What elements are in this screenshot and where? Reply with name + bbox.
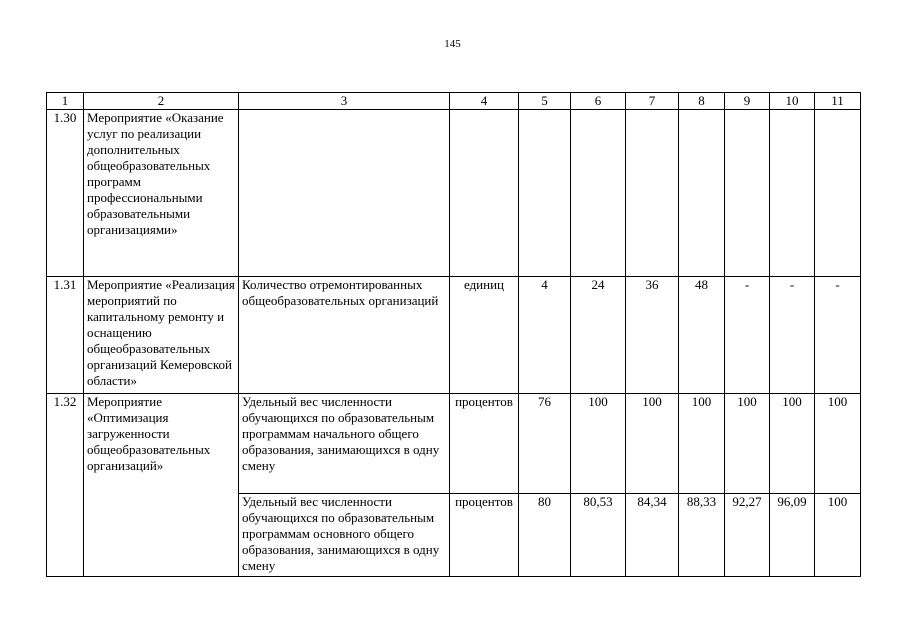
indicator-value: - [770, 277, 815, 394]
column-header: 4 [450, 93, 519, 110]
row-number: 1.32 [47, 394, 84, 577]
page-number: 145 [444, 38, 461, 50]
indicator-value: 48 [679, 277, 725, 394]
indicator-value: 80 [519, 494, 571, 577]
indicator-value: 84,34 [626, 494, 679, 577]
empty-cell [450, 110, 519, 277]
empty-cell [679, 110, 725, 277]
empty-cell [571, 110, 626, 277]
indicator-name: Удельный вес численности обучающихся по образовательным программам начального общего образования, занимающихся в одну смену [239, 394, 450, 494]
indicator-unit: единиц [450, 277, 519, 394]
indicator-name: Количество отремонтированных общеобразовательных организаций [239, 277, 450, 394]
table-row [47, 394, 861, 494]
column-header: 6 [571, 93, 626, 110]
indicator-value: 88,33 [679, 494, 725, 577]
indicator-value: 24 [571, 277, 626, 394]
column-header: 9 [725, 93, 770, 110]
indicator-value: 100 [815, 494, 861, 577]
column-header: 2 [84, 93, 239, 110]
indicator-value: 100 [571, 394, 626, 494]
row-number: 1.30 [47, 110, 84, 277]
column-header: 10 [770, 93, 815, 110]
empty-cell [725, 110, 770, 277]
program-indicators-table [46, 92, 861, 577]
empty-cell [519, 110, 571, 277]
column-number-row [47, 93, 861, 110]
indicator-value: 80,53 [571, 494, 626, 577]
indicator-value: 100 [626, 394, 679, 494]
column-header: 5 [519, 93, 571, 110]
indicator-unit: процентов [450, 494, 519, 577]
indicator-value: 100 [725, 394, 770, 494]
indicator-unit: процентов [450, 394, 519, 494]
column-header: 11 [815, 93, 861, 110]
table-row [47, 110, 861, 277]
column-header: 3 [239, 93, 450, 110]
column-header: 1 [47, 93, 84, 110]
empty-cell [239, 110, 450, 277]
indicator-value: 4 [519, 277, 571, 394]
indicator-value: 96,09 [770, 494, 815, 577]
column-header: 8 [679, 93, 725, 110]
column-header: 7 [626, 93, 679, 110]
empty-cell [626, 110, 679, 277]
row-number: 1.31 [47, 277, 84, 394]
indicator-value: 100 [679, 394, 725, 494]
event-name: Мероприятие «Оптимизация загруженности общеобразовательных организаций» [84, 394, 239, 577]
table-row [47, 277, 861, 394]
indicator-value: - [725, 277, 770, 394]
empty-cell [815, 110, 861, 277]
empty-cell [770, 110, 815, 277]
indicator-value: - [815, 277, 861, 394]
indicator-value: 100 [770, 394, 815, 494]
indicator-value: 92,27 [725, 494, 770, 577]
indicator-value: 76 [519, 394, 571, 494]
indicator-value: 100 [815, 394, 861, 494]
event-name: Мероприятие «Оказание услуг по реализации дополнительных общеобразовательных программ профессиональными образовательными организациями» [84, 110, 239, 277]
indicator-name: Удельный вес численности обучающихся по образовательным программам основного общего образования, занимающихся в одну смену [239, 494, 450, 577]
event-name: Мероприятие «Реализация мероприятий по капитальному ремонту и оснащению общеобразовательных организаций Кемеровской области» [84, 277, 239, 394]
indicator-value: 36 [626, 277, 679, 394]
